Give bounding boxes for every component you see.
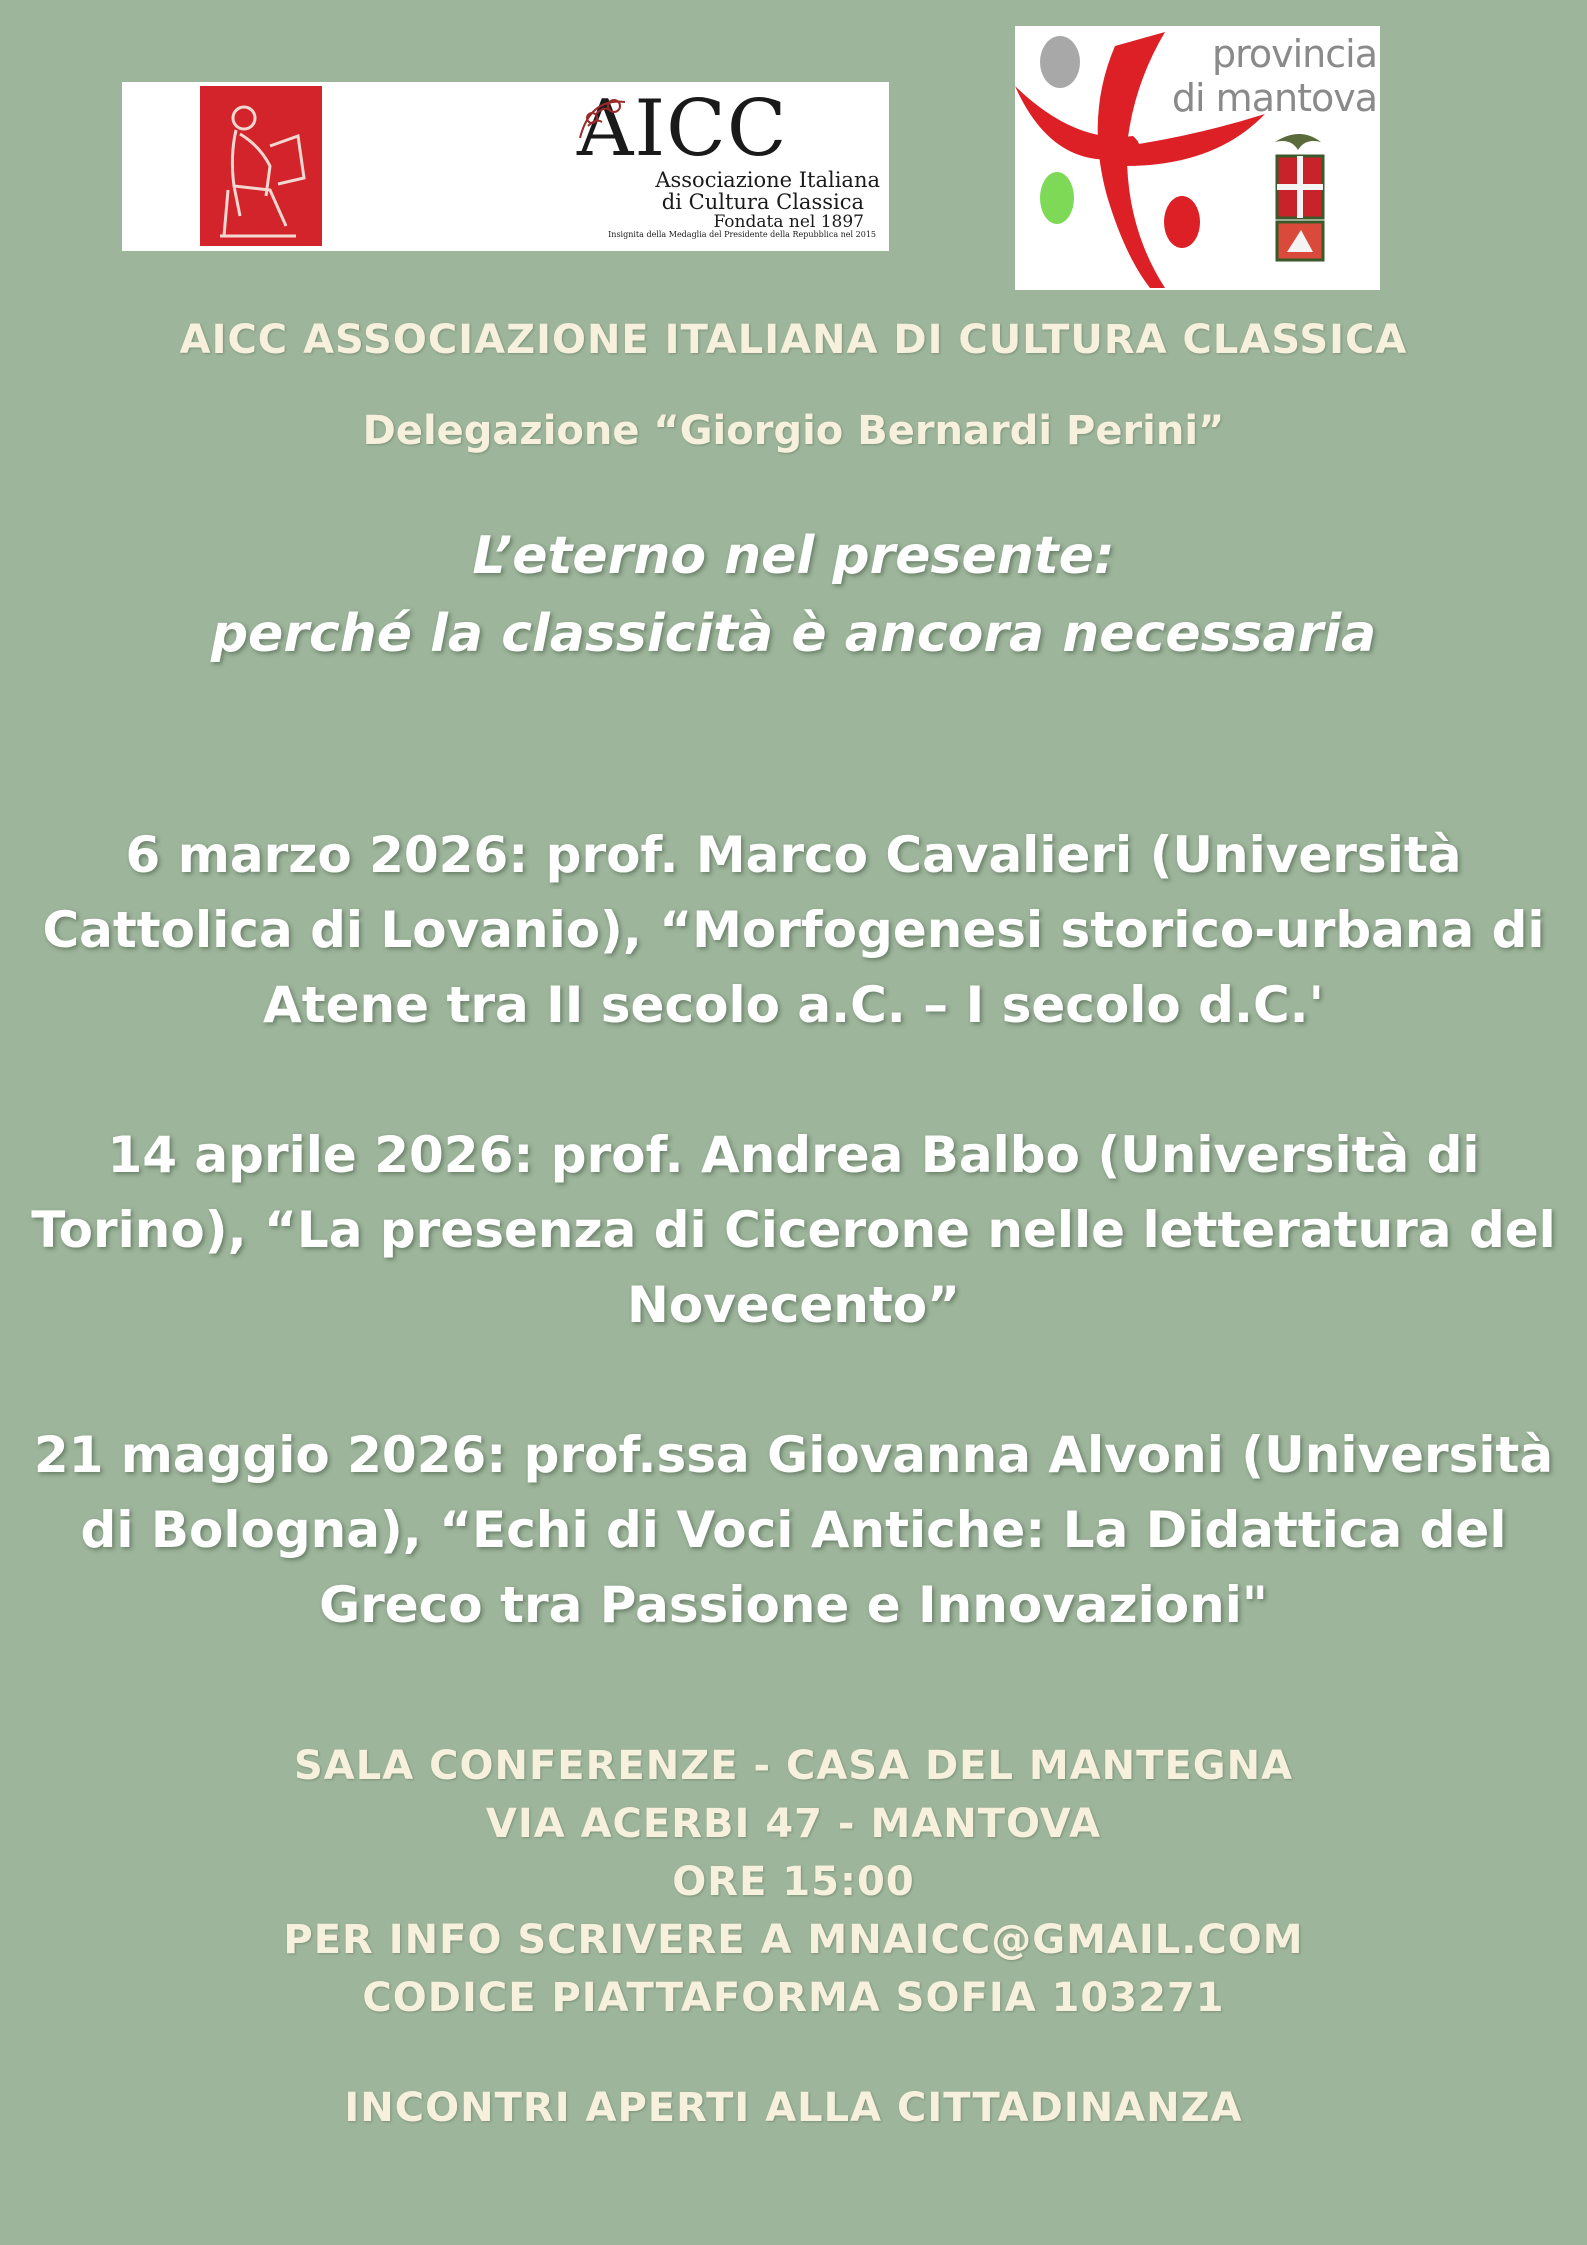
aicc-medal-note: Insignita della Medaglia del Presidente della Repubblica nel 2015 (608, 230, 876, 239)
aicc-subtitle-2: di Cultura Classica (661, 190, 864, 214)
series-title-line-1: L’eterno nel presente: (472, 526, 1115, 586)
aicc-logo (122, 82, 889, 251)
open-to-public-note: INCONTRI APERTI ALLA CITTADINANZA (344, 2085, 1243, 2131)
venue-line-hall: SALA CONFERENZE - CASA DEL MANTEGNA (293, 1743, 1294, 1789)
event-2-line-1: 14 aprile 2026: prof. Andrea Balbo (Università di (107, 1126, 1480, 1184)
event-1-line-2: Cattolica di Lovanio), “Morfogenesi storico-urbana di (42, 901, 1545, 959)
aicc-acronym: AICC (577, 84, 788, 174)
organization-name: AICC ASSOCIAZIONE ITALIANA DI CULTURA CLASSICA (179, 317, 1408, 363)
event-1-line-1: 6 marzo 2026: prof. Marco Cavalieri (Università (125, 826, 1462, 884)
provincia-line-1: provincia (1211, 32, 1377, 76)
series-title-line-2: perché la classicità è ancora necessaria (210, 604, 1377, 664)
laurel-ornament-icon (570, 88, 640, 158)
event-2-line-3: Novecento” (627, 1276, 960, 1334)
event-3-line-2: di Bologna), “Echi di Voci Antiche: La Didattica del (80, 1501, 1507, 1559)
provincia-line-2: di mantova (1171, 76, 1377, 120)
venue-line-sofia-code: CODICE PIATTAFORMA SOFIA 103271 (362, 1975, 1225, 2021)
aicc-founded: Fondata nel 1897 (713, 212, 864, 232)
event-2-line-2: Torino), “La presenza di Cicerone nelle letteratura del (31, 1201, 1556, 1259)
provincia-wordmark (1167, 32, 1377, 120)
event-1-line-3: Atene tra II secolo a.C. – I secolo d.C.' (263, 976, 1324, 1034)
delegation-name: Delegazione “Giorgio Bernardi Perini” (362, 408, 1225, 454)
provincia-logo (1015, 26, 1380, 290)
venue-line-time: ORE 15:00 (672, 1859, 915, 1905)
aicc-emblem (200, 86, 322, 246)
scholar-figure-icon (200, 86, 322, 246)
event-3-line-3: Greco tra Passione e Innovazioni" (319, 1576, 1268, 1634)
event-3-line-1: 21 maggio 2026: prof.ssa Giovanna Alvoni (Università (33, 1426, 1554, 1484)
venue-line-address: VIA ACERBI 47 - MANTOVA (485, 1801, 1102, 1847)
venue-line-contact: PER INFO SCRIVERE A MNAICC@GMAIL.COM (283, 1917, 1304, 1963)
venue-info (0, 1737, 1587, 2027)
aicc-subtitle-1: Associazione Italiana (655, 168, 880, 192)
